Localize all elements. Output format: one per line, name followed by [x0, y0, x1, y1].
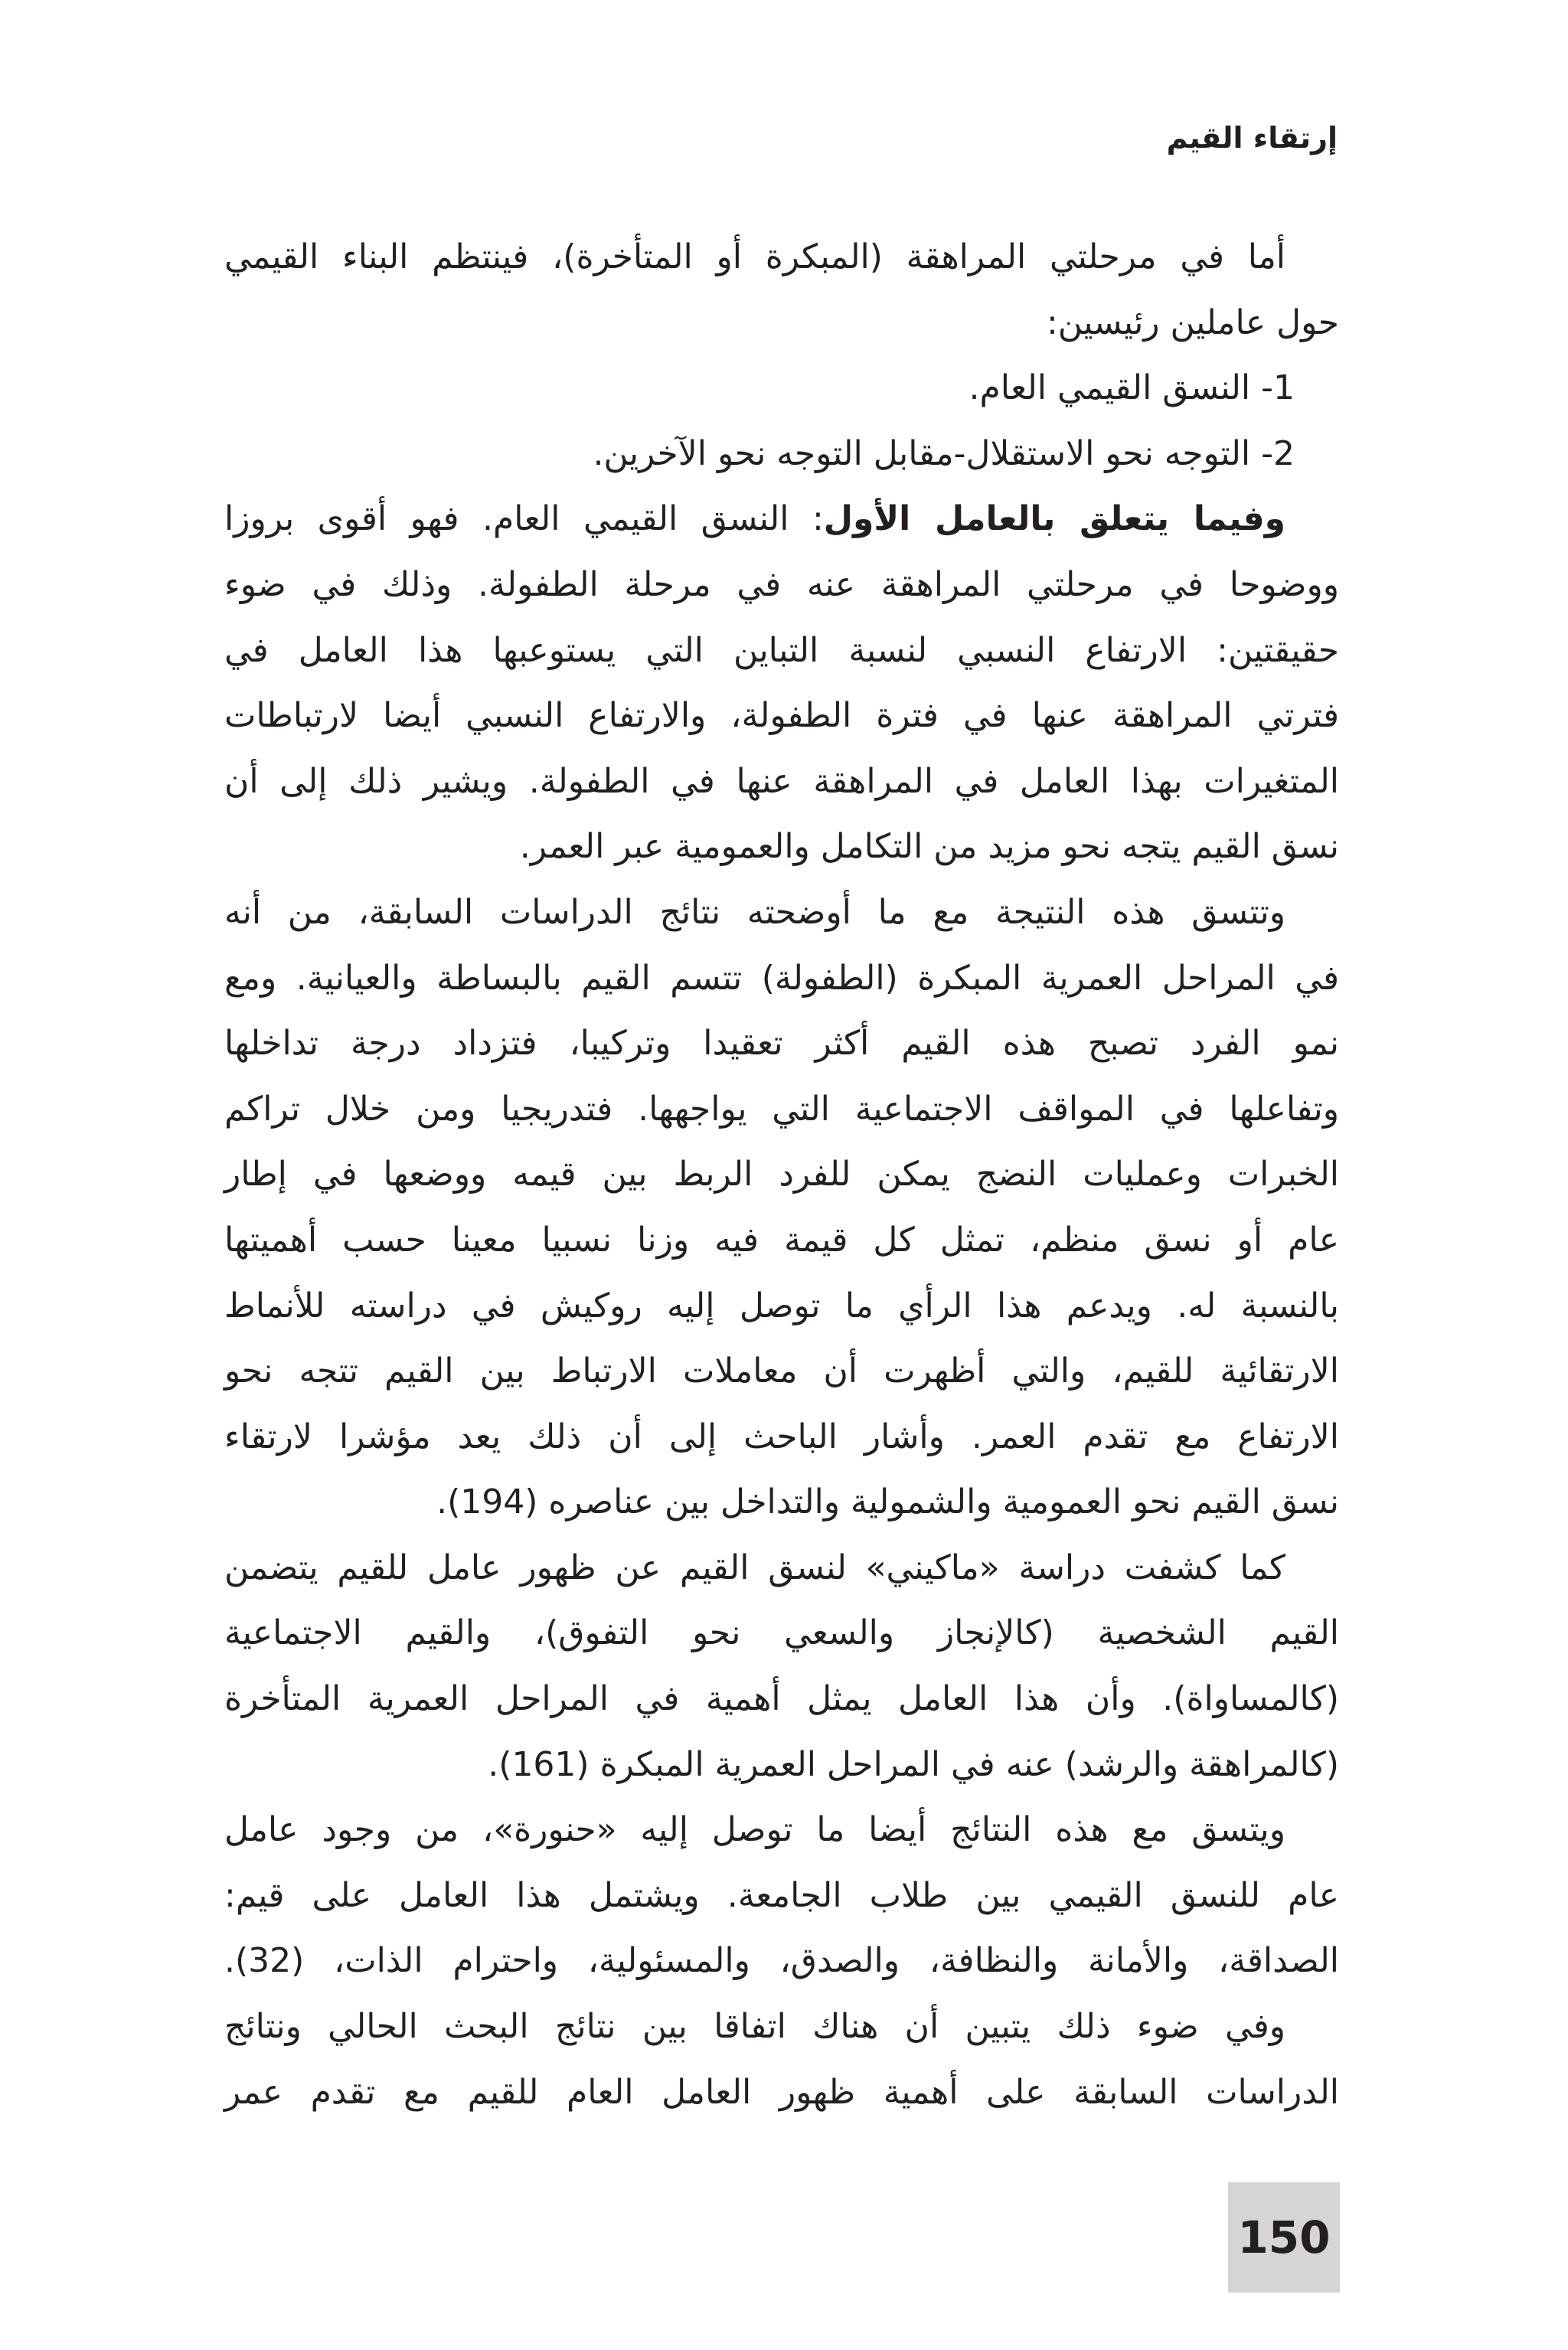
- text-line: [224, 1208, 1339, 1273]
- text-line: [224, 1600, 1339, 1666]
- line-text: وفي ضوء ذلك يتبين أن هناك اتفاقا بين نتائج البحث الحالي ونتائج: [224, 2007, 1285, 2047]
- line-text: نسق القيم يتجه نحو مزيد من التكامل والعمومية عبر العمر.: [519, 827, 1339, 867]
- paragraph: [224, 1994, 1339, 2125]
- factor-text: 1- النسق القيمي العام.: [969, 368, 1295, 408]
- text-line: [224, 880, 1339, 946]
- factor-text: 2- التوجه نحو الاستقلال-مقابل التوجه نحو الآخرين.: [593, 433, 1295, 473]
- line-text: الارتقائية للقيم، والتي أظهرت أن معاملات الارتباط بين القيم تتجه نحو: [224, 1351, 1339, 1391]
- line-text: المتغيرات بهذا العامل في المراهقة عنها في الطفولة. ويشير ذلك إلى أن: [224, 761, 1339, 801]
- line-text: نسق القيم نحو العمومية والشمولية والتداخل بين عناصره (194).: [436, 1482, 1339, 1522]
- line-text: في المراحل العمرية المبكرة (الطفولة) تتسم القيم بالبساطة والعيانية. ومع: [224, 958, 1339, 998]
- line-text: حول عاملين رئيسين:: [1046, 302, 1339, 342]
- page-number: 150: [1237, 2211, 1331, 2263]
- text-line: [224, 1666, 1339, 1732]
- line-text: وتفاعلها في المواقف الاجتماعية التي يواجهها. فتدريجيا ومن خلال تراكم: [224, 1089, 1339, 1129]
- text-line: [224, 618, 1339, 684]
- line-text: (كالمراهقة والرشد) عنه في المراحل العمرية المبكرة (161).: [488, 1744, 1339, 1784]
- text-line: [224, 1469, 1339, 1535]
- paragraph: [224, 1797, 1339, 1994]
- line-text: عام للنسق القيمي بين طلاب الجامعة. ويشتمل هذا العامل على قيم:: [224, 1875, 1339, 1915]
- text-line: [224, 224, 1339, 290]
- text-line: [224, 1338, 1339, 1404]
- line-text: وتتسق هذه النتيجة مع ما أوضحته نتائج الدراسات السابقة، من أنه: [224, 892, 1285, 932]
- line-text: أما في مرحلتي المراهقة (المبكرة أو المتأخرة)، فينتظم البناء القيمي: [224, 237, 1285, 276]
- line-text: نمو الفرد تصبح هذه القيم أكثر تعقيدا وتركيبا، فتزداد درجة تداخلها: [224, 1024, 1339, 1064]
- line-text: ووضوحا في مرحلتي المراهقة عنه في مرحلة الطفولة. وذلك في ضوء: [224, 564, 1339, 604]
- line-text: الارتفاع مع تقدم العمر. وأشار الباحث إلى أن ذلك يعد مؤشرا لارتقاء: [224, 1417, 1339, 1456]
- line-text: الدراسات السابقة على أهمية ظهور العامل العام للقيم مع تقدم عمر: [224, 2072, 1339, 2112]
- line-text: كما كشفت دراسة «ماكيني» لنسق القيم عن ظهور عامل للقيم يتضمن: [224, 1548, 1285, 1587]
- text-line: [224, 2060, 1339, 2126]
- text-line: [224, 683, 1339, 749]
- text-line: [224, 1273, 1339, 1339]
- paragraph: [224, 486, 1339, 880]
- text-line: [224, 1077, 1339, 1142]
- text-line: [224, 814, 1339, 880]
- line-text: [224, 486, 1285, 552]
- text-line: [224, 1928, 1339, 1994]
- text-line: [224, 749, 1339, 815]
- paragraph: [224, 1535, 1339, 1797]
- line-text: عام أو نسق منظم، تمثل كل قيمة فيه وزنا نسبيا معينا حسب أهميتها: [224, 1220, 1339, 1260]
- line-text: فترتي المراهقة عنها في فترة الطفولة، والارتفاع النسبي أيضا لارتباطات: [224, 696, 1339, 736]
- bold-lead: وفيما يتعلق بالعامل الأول: [823, 499, 1285, 539]
- text-line: [224, 946, 1339, 1012]
- page-body: [224, 224, 1339, 2125]
- text-line: [224, 1535, 1339, 1601]
- text-line: [224, 1797, 1339, 1863]
- factor-item: [224, 355, 1339, 421]
- line-text: الخبرات وعمليات النضج يمكن للفرد الربط بين قيمه ووضعها في إطار: [224, 1155, 1339, 1195]
- line-text: الصداقة، والأمانة والنظافة، والصدق، والمسئولية، واحترام الذات، (32).: [224, 1941, 1339, 1981]
- text-line: [224, 1994, 1339, 2060]
- text-line: [224, 290, 1339, 356]
- paragraph: [224, 880, 1339, 1535]
- line-text: ويتسق مع هذه النتائج أيضا ما توصل إليه «حنورة»، من وجود عامل: [224, 1810, 1285, 1850]
- line-text: حقيقتين: الارتفاع النسبي لنسبة التباين التي يستوعبها هذا العامل في: [224, 630, 1339, 670]
- text-line: [224, 1863, 1339, 1929]
- paragraph-intro: [224, 224, 1339, 355]
- text-line: [224, 552, 1339, 618]
- text-line: [224, 486, 1339, 552]
- text-line: [224, 1404, 1339, 1470]
- text-line: [224, 1142, 1339, 1208]
- factor-list: [224, 355, 1339, 486]
- line-text: القيم الشخصية (كالإنجاز والسعي نحو التفوق)، والقيم الاجتماعية: [224, 1613, 1339, 1653]
- page-number-box: [1228, 2182, 1340, 2293]
- text-line: [224, 1011, 1339, 1077]
- factor-item: [224, 421, 1339, 487]
- line-text-rest: : النسق القيمي العام. فهو أقوى بروزا: [224, 499, 824, 539]
- running-title: إرتقاء القيم: [1166, 121, 1338, 155]
- line-text: (كالمساواة). وأن هذا العامل يمثل أهمية في المراحل العمرية المتأخرة: [224, 1679, 1339, 1719]
- line-text: بالنسبة له. ويدعم هذا الرأي ما توصل إليه روكيش في دراسته للأنماط: [224, 1286, 1339, 1325]
- text-line: [224, 1732, 1339, 1798]
